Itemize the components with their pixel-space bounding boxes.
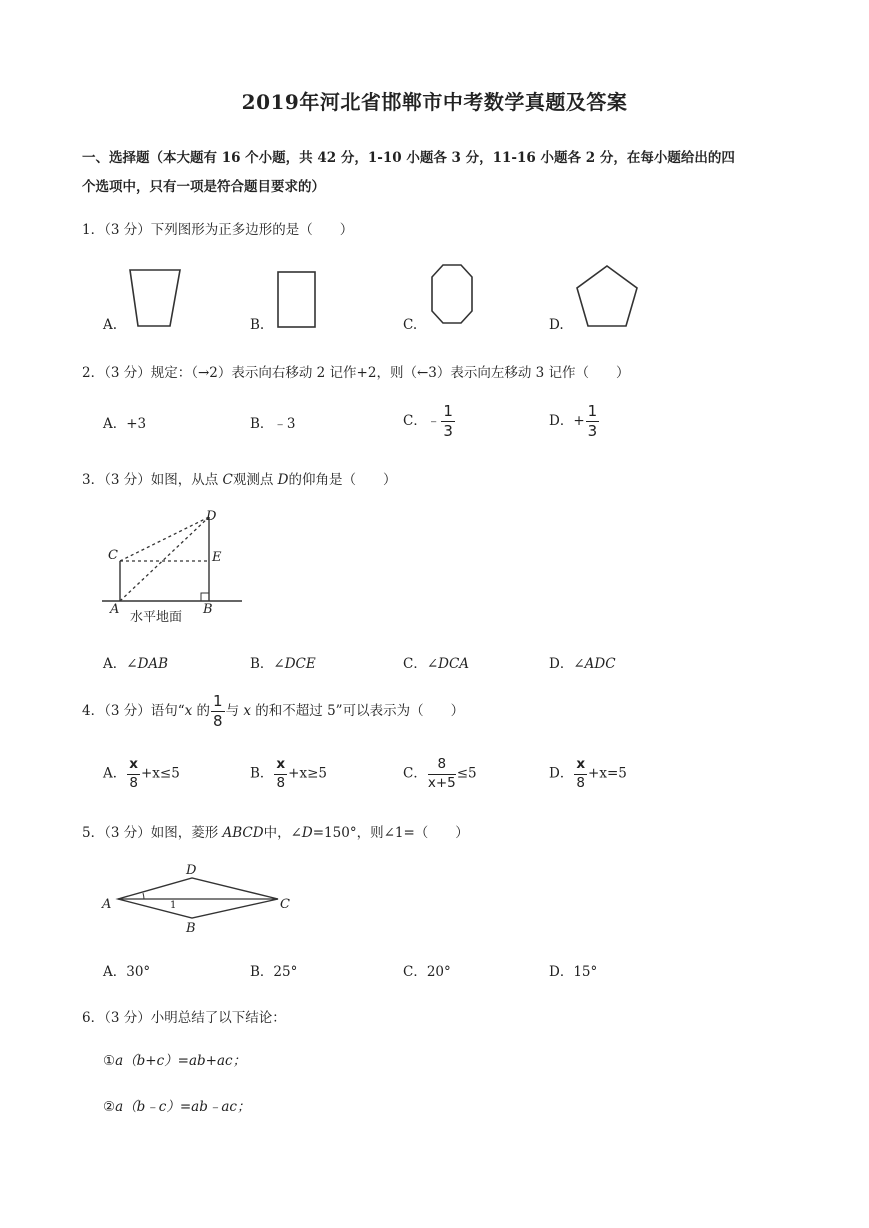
q5-stem-part: 5．（3 分）如图，菱形: [82, 825, 223, 841]
fraction-numerator: 8: [428, 758, 456, 775]
q4-var-x: x: [243, 703, 252, 719]
q4-option-b-fraction: [274, 758, 287, 790]
q4-option-a-rest: +x≤5: [140, 765, 180, 782]
q2-option-b: B．﹣3: [250, 416, 296, 432]
page-title: 2019年河北省邯郸市中考数学真题及答案: [241, 90, 628, 114]
q4-option-a: [103, 758, 180, 790]
q2-option-d-prefix: D．+: [549, 413, 585, 429]
q1-option-b-label: B.: [250, 317, 265, 333]
q5-stem-part: 中，∠: [263, 825, 302, 841]
label-b: B: [186, 921, 196, 936]
q4-option-d-fraction: [574, 758, 587, 790]
section-heading-line1: 一、选择题（本大题有 16 个小题，共 42 分，1-10 小题各 3 分，11-16 小题各 2 分，在每小题给出的四: [82, 150, 735, 166]
q4-option-d: [549, 758, 627, 790]
q3-option-c-prefix: C．∠: [403, 656, 439, 672]
q5-option-c: C．20°: [403, 964, 451, 980]
q3-point-c: C: [222, 472, 233, 488]
q3-option-b-value: DCE: [284, 656, 316, 672]
fraction-numerator: x: [127, 758, 140, 775]
octagon-icon: [428, 263, 476, 327]
q3-option-a: [103, 652, 168, 672]
q5-option-b: B．25°: [250, 964, 298, 980]
q6-item-text: a（b+c）=ab+ac；: [115, 1053, 247, 1069]
question-3-stem: [82, 468, 396, 488]
question-1-stem: 1．（3 分）下列图形为正多边形的是（ ）: [82, 222, 354, 238]
q4-option-b: [250, 758, 327, 790]
label-d: D: [206, 509, 217, 524]
q3-option-b-prefix: B．∠: [250, 656, 285, 672]
label-a: A: [110, 602, 120, 617]
q6-item-text: a（b﹣c）=ab﹣ac；: [115, 1099, 251, 1115]
q4-option-c-label: C．: [403, 765, 427, 782]
q3-option-a-prefix: A．∠: [103, 656, 138, 672]
q5-rhombus-name: ABCD: [222, 825, 264, 841]
ground-label: 水平地面: [130, 610, 183, 625]
question-4-stem: [82, 694, 464, 729]
rectangle-icon: [276, 270, 318, 330]
q2-option-c-fraction: [441, 404, 455, 439]
q6-item-marker: ②: [103, 1099, 116, 1115]
q3-option-d: [549, 652, 616, 672]
question-2-stem: 2．（3 分）规定：（→2）表示向右移动 2 记作+2，则（←3）表示向左移动 3 记作（ ）: [82, 365, 630, 381]
q4-stem-part: 的: [192, 703, 211, 719]
fraction-denominator: 3: [443, 422, 453, 440]
q4-option-c: [403, 758, 477, 790]
q3-option-a-value: DAB: [137, 656, 169, 672]
fraction-denominator: 8: [576, 774, 585, 791]
angle-1-label: 1: [170, 900, 177, 911]
q4-stem-part: 4．（3 分）语句“: [82, 703, 185, 719]
fraction-numerator: 1: [213, 692, 223, 710]
q4-option-d-rest: +x=5: [588, 765, 627, 782]
label-b: B: [203, 602, 213, 617]
q5-angle-d: D: [301, 825, 313, 841]
q3-option-d-prefix: D．∠: [549, 656, 585, 672]
q4-var-x: x: [184, 703, 193, 719]
q4-option-c-rest: ≤5: [456, 765, 477, 782]
label-a: A: [102, 897, 112, 912]
q3-stem-part: 的仰角是（ ）: [288, 472, 397, 488]
q3-point-d: D: [277, 472, 289, 488]
q4-option-c-fraction: [428, 758, 456, 790]
q2-option-d-fraction: [586, 404, 600, 439]
q4-option-b-rest: +x≥5: [288, 765, 327, 782]
q3-option-d-value: ADC: [584, 656, 616, 672]
q2-option-c: [403, 404, 456, 439]
rhombus-diagram: [100, 858, 300, 938]
fraction-denominator: 3: [587, 422, 598, 440]
q2-option-a: A．+3: [103, 416, 147, 432]
q4-option-a-fraction: [127, 758, 140, 790]
q6-conclusion-2: [103, 1095, 250, 1115]
fraction-denominator: 8: [129, 774, 138, 791]
label-c: C: [280, 897, 290, 912]
q1-option-a-label: A.: [103, 317, 118, 333]
q5-option-d: D．15°: [549, 964, 598, 980]
trapezoid-icon: [128, 268, 184, 330]
q1-option-d-label: D.: [549, 317, 564, 333]
q4-stem-part: 与: [225, 703, 244, 719]
q4-option-b-label: B．: [250, 765, 274, 782]
label-c: C: [108, 548, 118, 563]
fraction-numerator: 1: [443, 402, 453, 420]
q3-option-c: [403, 652, 469, 672]
q4-stem-fraction: [211, 694, 225, 729]
fraction-denominator: 8: [276, 774, 286, 791]
section-heading-line2: 个选项中，只有一项是符合题目要求的）: [82, 179, 325, 195]
q4-option-d-label: D．: [549, 765, 574, 782]
label-d: D: [186, 863, 197, 878]
q2-option-c-prefix: C．﹣: [403, 413, 441, 429]
q6-conclusion-1: [103, 1049, 246, 1069]
question-6-stem: 6．（3 分）小明总结了以下结论：: [82, 1010, 286, 1026]
fraction-numerator: x: [574, 758, 587, 775]
label-e: E: [212, 550, 222, 565]
q4-option-a-label: A．: [103, 765, 127, 782]
q3-stem-part: 3．（3 分）如图，从点: [82, 472, 223, 488]
fraction-numerator: 1: [587, 402, 598, 420]
q5-option-a: A．30°: [103, 964, 151, 980]
elevation-angle-diagram: [100, 505, 250, 630]
question-5-stem: [82, 821, 469, 841]
q3-option-b: [250, 652, 316, 672]
q3-option-c-value: DCA: [438, 656, 470, 672]
q2-option-d: [549, 404, 600, 439]
q6-item-marker: ①: [103, 1053, 116, 1069]
q5-stem-part: =150°，则∠1=（ ）: [312, 825, 469, 841]
fraction-denominator: x+5: [427, 774, 456, 791]
q4-stem-part: 的和不超过 5”可以表示为（ ）: [251, 703, 465, 719]
fraction-denominator: 8: [213, 712, 223, 730]
fraction-numerator: x: [274, 758, 287, 775]
q1-option-c-label: C.: [403, 317, 418, 333]
q3-stem-part: 观测点: [232, 472, 278, 488]
pentagon-icon: [574, 264, 640, 330]
